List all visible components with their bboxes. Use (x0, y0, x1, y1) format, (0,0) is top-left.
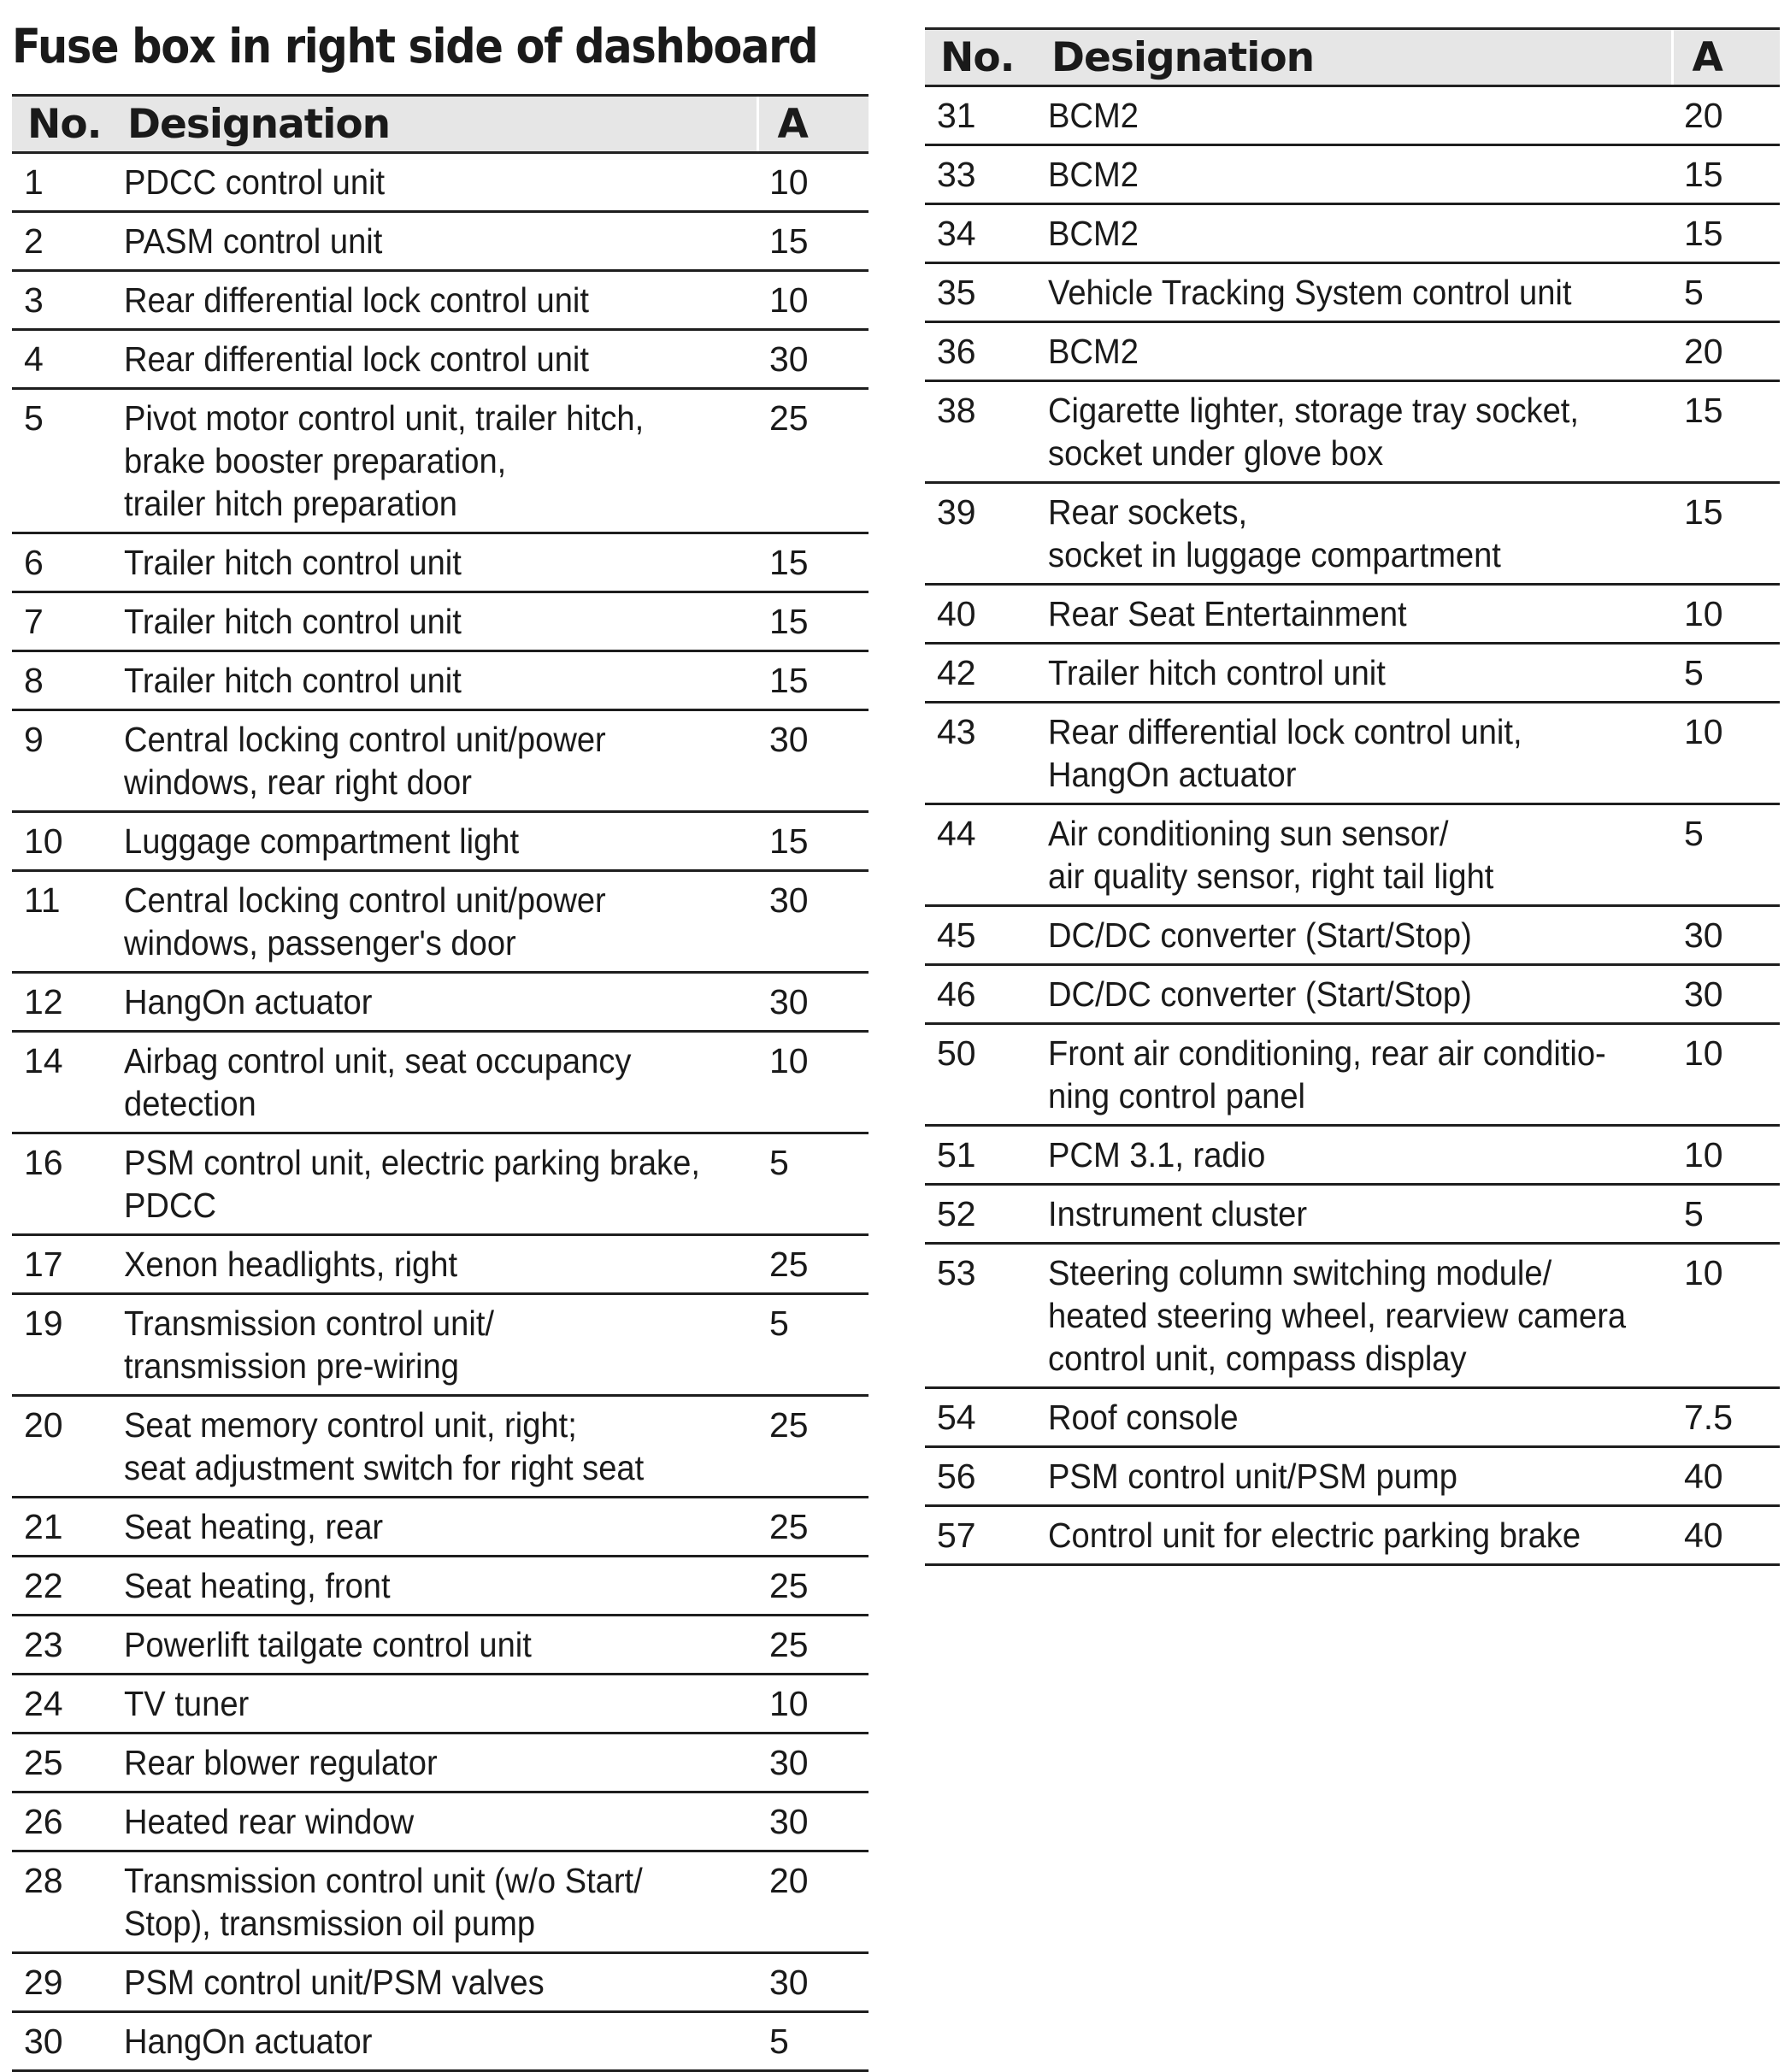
fuse-amperage: 5 (757, 2012, 869, 2071)
fuse-designation (112, 1235, 757, 1294)
fuse-amperage: 15 (757, 533, 869, 592)
fuse-number: 44 (925, 804, 1036, 906)
fuse-designation (112, 271, 757, 330)
fuse-amperage: 30 (757, 871, 869, 973)
fuse-number: 17 (12, 1235, 112, 1294)
fuse-number: 54 (925, 1388, 1036, 1447)
table-row (925, 1185, 1780, 1244)
table-row (12, 1396, 869, 1498)
fuse-designation (112, 812, 757, 871)
fuse-amperage: 30 (757, 973, 869, 1032)
fuse-number: 50 (925, 1024, 1036, 1126)
designation-line: Central locking control unit/power (124, 720, 606, 759)
fuse-amperage: 30 (757, 1734, 869, 1792)
designation-line: BCM2 (1048, 214, 1139, 253)
fuse-number: 22 (12, 1557, 112, 1616)
fuse-designation (112, 871, 757, 973)
fuse-amperage: 10 (1672, 585, 1780, 644)
fuse-designation (112, 973, 757, 1032)
fuse-number: 57 (925, 1506, 1036, 1565)
fuse-designation (112, 1953, 757, 2012)
fuse-designation (112, 2012, 757, 2071)
designation-line: Rear sockets, (1048, 492, 1248, 532)
fuse-designation (112, 389, 757, 533)
fuse-amperage: 30 (757, 330, 869, 389)
table-row (12, 1953, 869, 2012)
designation-line: heated steering wheel, rearview camera (1048, 1296, 1627, 1335)
fuse-amperage: 15 (1672, 204, 1780, 263)
designation-line: HangOn actuator (1048, 755, 1297, 794)
fuse-amperage: 15 (757, 651, 869, 710)
designation-line: Rear differential lock control unit, (1048, 712, 1522, 751)
designation-line: detection (124, 1084, 256, 1123)
table-row (12, 812, 869, 871)
table-row (925, 263, 1780, 322)
fuse-table-left (12, 94, 869, 2072)
fuse-designation (1036, 322, 1672, 381)
table-row (12, 2012, 869, 2071)
designation-line: Roof console (1048, 1398, 1239, 1437)
fuse-designation (112, 1133, 757, 1235)
table-row (925, 965, 1780, 1024)
designation-line: Airbag control unit, seat occupancy (124, 1041, 632, 1080)
fuse-number: 40 (925, 585, 1036, 644)
table-row (12, 1133, 869, 1235)
table-row (12, 533, 869, 592)
fuse-designation (1036, 263, 1672, 322)
designation-line: Transmission control unit (w/o Start/ (124, 1861, 643, 1900)
table-row (12, 710, 869, 812)
designation-line: windows, rear right door (124, 762, 472, 802)
fuse-designation (1036, 204, 1672, 263)
table-row (12, 1792, 869, 1851)
fuse-amperage: 30 (757, 710, 869, 812)
header-row (12, 96, 869, 153)
designation-line: Heated rear window (124, 1802, 415, 1841)
fuse-amperage: 25 (757, 1557, 869, 1616)
fuse-designation (112, 533, 757, 592)
fuse-designation (1036, 1126, 1672, 1185)
designation-line: windows, passenger's door (124, 923, 516, 962)
table-row (12, 1557, 869, 1616)
designation-line: Rear Seat Entertainment (1048, 594, 1407, 633)
designation-line: Front air conditioning, rear air conditio- (1048, 1033, 1606, 1073)
fuse-amperage: 10 (1672, 703, 1780, 804)
fuse-amperage: 15 (1672, 145, 1780, 204)
fuse-number: 51 (925, 1126, 1036, 1185)
column-header-no: No. (12, 96, 112, 153)
fuse-designation (1036, 965, 1672, 1024)
table-row (925, 1388, 1780, 1447)
fuse-number: 5 (12, 389, 112, 533)
fuse-designation (112, 212, 757, 271)
designation-line: Transmission control unit/ (124, 1304, 495, 1343)
fuse-number: 3 (12, 271, 112, 330)
fuse-designation (1036, 1185, 1672, 1244)
fuse-designation (1036, 1447, 1672, 1506)
fuse-number: 8 (12, 651, 112, 710)
designation-line: Trailer hitch control unit (124, 543, 462, 582)
table-row (12, 212, 869, 271)
designation-line: BCM2 (1048, 332, 1139, 371)
header-row (925, 29, 1780, 86)
designation-line: HangOn actuator (124, 2022, 373, 2061)
column-header-designation: Designation (1036, 29, 1672, 86)
fuse-designation (112, 1498, 757, 1557)
fuse-designation (1036, 804, 1672, 906)
table-row (925, 703, 1780, 804)
fuse-designation (1036, 906, 1672, 965)
fuse-designation (112, 1032, 757, 1133)
fuse-amperage: 15 (1672, 483, 1780, 585)
fuse-amperage: 30 (1672, 906, 1780, 965)
fuse-number: 38 (925, 381, 1036, 483)
designation-line: PASM control unit (124, 221, 383, 261)
designation-line: Seat heating, front (124, 1566, 391, 1605)
fuse-amperage: 40 (1672, 1506, 1780, 1565)
fuse-amperage: 40 (1672, 1447, 1780, 1506)
fuse-amperage: 20 (757, 1851, 869, 1953)
designation-line: Rear differential lock control unit (124, 339, 589, 379)
designation-line: PDCC (124, 1186, 217, 1225)
designation-line: trailer hitch preparation (124, 484, 457, 523)
fuse-number: 31 (925, 86, 1036, 145)
designation-line: TV tuner (124, 1684, 250, 1723)
table-row (925, 585, 1780, 644)
fuse-amperage: 7.5 (1672, 1388, 1780, 1447)
table-row (12, 389, 869, 533)
table-row (925, 381, 1780, 483)
fuse-amperage: 10 (1672, 1126, 1780, 1185)
fuse-amperage: 25 (757, 1396, 869, 1498)
table-row (12, 651, 869, 710)
designation-line: transmission pre-wiring (124, 1346, 460, 1386)
fuse-amperage: 30 (757, 1792, 869, 1851)
fuse-designation (112, 1851, 757, 1953)
designation-line: PCM 3.1, radio (1048, 1135, 1266, 1174)
fuse-amperage: 30 (1672, 965, 1780, 1024)
fuse-designation (1036, 703, 1672, 804)
fuse-amperage: 5 (757, 1133, 869, 1235)
table-row (12, 592, 869, 651)
fuse-number: 25 (12, 1734, 112, 1792)
fuse-number: 33 (925, 145, 1036, 204)
table-row (12, 153, 869, 212)
table-row (12, 1498, 869, 1557)
table-row (12, 1616, 869, 1675)
fuse-number: 20 (12, 1396, 112, 1498)
column-header-amps: A (757, 96, 869, 153)
table-row (925, 1024, 1780, 1126)
fuse-designation (112, 1734, 757, 1792)
fuse-amperage: 30 (757, 1953, 869, 2012)
fuse-number: 52 (925, 1185, 1036, 1244)
designation-line: BCM2 (1048, 96, 1139, 135)
designation-line: Instrument cluster (1048, 1194, 1308, 1233)
fuse-amperage: 25 (757, 1616, 869, 1675)
fuse-number: 10 (12, 812, 112, 871)
designation-line: Powerlift tailgate control unit (124, 1625, 532, 1664)
table-row (12, 1675, 869, 1734)
table-row (12, 871, 869, 973)
designation-line: socket under glove box (1048, 433, 1384, 473)
table-row (925, 804, 1780, 906)
table-row (12, 1294, 869, 1396)
fuse-amperage: 15 (757, 212, 869, 271)
designation-line: PDCC control unit (124, 162, 386, 202)
fuse-number: 29 (12, 1953, 112, 2012)
fuse-amperage: 5 (757, 1294, 869, 1396)
fuse-number: 11 (12, 871, 112, 973)
column-header-no: No. (925, 29, 1036, 86)
table-row (925, 644, 1780, 703)
designation-line: BCM2 (1048, 155, 1139, 194)
designation-line: DC/DC converter (Start/Stop) (1048, 974, 1472, 1014)
fuse-amperage: 5 (1672, 644, 1780, 703)
fuse-designation (1036, 483, 1672, 585)
fuse-amperage: 5 (1672, 804, 1780, 906)
fuse-number: 2 (12, 212, 112, 271)
designation-line: PSM control unit/PSM pump (1048, 1457, 1457, 1496)
fuse-designation (1036, 145, 1672, 204)
fuse-amperage: 15 (757, 812, 869, 871)
fuse-number: 12 (12, 973, 112, 1032)
fuse-amperage: 10 (757, 1032, 869, 1133)
fuse-number: 28 (12, 1851, 112, 1953)
fuse-number: 39 (925, 483, 1036, 585)
fuse-number: 21 (12, 1498, 112, 1557)
fuse-number: 1 (12, 153, 112, 212)
fuse-designation (1036, 1506, 1672, 1565)
table-row (925, 145, 1780, 204)
designation-line: PSM control unit, electric parking brake, (124, 1143, 700, 1182)
designation-line: Air conditioning sun sensor/ (1048, 814, 1449, 853)
designation-line: brake booster preparation, (124, 441, 507, 480)
designation-line: Trailer hitch control unit (1048, 653, 1386, 692)
fuse-number: 30 (12, 2012, 112, 2071)
fuse-number: 19 (12, 1294, 112, 1396)
fuse-designation (1036, 585, 1672, 644)
table-row (925, 204, 1780, 263)
table-row (12, 1851, 869, 1953)
designation-line: control unit, compass display (1048, 1339, 1467, 1378)
designation-line: Seat heating, rear (124, 1507, 384, 1546)
designation-line: Steering column switching module/ (1048, 1253, 1552, 1292)
designation-line: socket in luggage compartment (1048, 535, 1501, 574)
table-row (925, 86, 1780, 145)
fuse-designation (112, 592, 757, 651)
fuse-number: 43 (925, 703, 1036, 804)
designation-line: air quality sensor, right tail light (1048, 856, 1494, 896)
fuse-amperage: 5 (1672, 263, 1780, 322)
table-row (12, 1032, 869, 1133)
fuse-amperage: 20 (1672, 322, 1780, 381)
fuse-amperage: 10 (1672, 1024, 1780, 1126)
table-row (12, 330, 869, 389)
designation-line: Central locking control unit/power (124, 880, 606, 920)
fuse-table-right (925, 27, 1780, 1566)
fuse-amperage: 25 (757, 1498, 869, 1557)
page-title: Fuse box in right side of dashboard (12, 19, 818, 74)
fuse-designation (112, 1294, 757, 1396)
fuse-designation (112, 330, 757, 389)
fuse-number: 16 (12, 1133, 112, 1235)
fuse-number: 35 (925, 263, 1036, 322)
fuse-number: 45 (925, 906, 1036, 965)
table-row (12, 1235, 869, 1294)
fuse-amperage: 20 (1672, 86, 1780, 145)
fuse-amperage: 25 (757, 389, 869, 533)
fuse-number: 46 (925, 965, 1036, 1024)
designation-line: DC/DC converter (Start/Stop) (1048, 915, 1472, 955)
fuse-amperage: 15 (1672, 381, 1780, 483)
fuse-designation (112, 1792, 757, 1851)
designation-line: ning control panel (1048, 1076, 1306, 1115)
fuse-designation (1036, 1024, 1672, 1126)
fuse-designation (112, 1675, 757, 1734)
fuse-designation (112, 1616, 757, 1675)
table-row (925, 322, 1780, 381)
fuse-amperage: 10 (1672, 1244, 1780, 1388)
fuse-number: 23 (12, 1616, 112, 1675)
designation-line: Rear differential lock control unit (124, 280, 589, 320)
fuse-designation (112, 153, 757, 212)
designation-line: Vehicle Tracking System control unit (1048, 273, 1572, 312)
fuse-number: 14 (12, 1032, 112, 1133)
designation-line: Rear blower regulator (124, 1743, 438, 1782)
table-row (925, 483, 1780, 585)
fuse-designation (112, 1396, 757, 1498)
designation-line: Cigarette lighter, storage tray socket, (1048, 391, 1579, 430)
designation-line: Xenon headlights, right (124, 1245, 458, 1284)
fuse-number: 4 (12, 330, 112, 389)
fuse-designation (1036, 1388, 1672, 1447)
fuse-designation (1036, 381, 1672, 483)
table-row (925, 1126, 1780, 1185)
designation-line: Trailer hitch control unit (124, 661, 462, 700)
fuse-designation (1036, 1244, 1672, 1388)
fuse-amperage: 15 (757, 592, 869, 651)
table-row (12, 1734, 869, 1792)
column-header-designation: Designation (112, 96, 757, 153)
fuse-designation (1036, 644, 1672, 703)
fuse-number: 24 (12, 1675, 112, 1734)
table-row (925, 1447, 1780, 1506)
fuse-amperage: 10 (757, 1675, 869, 1734)
fuse-number: 42 (925, 644, 1036, 703)
fuse-amperage: 25 (757, 1235, 869, 1294)
designation-line: Seat memory control unit, right; (124, 1405, 577, 1445)
designation-line: Control unit for electric parking brake (1048, 1516, 1581, 1555)
table-row (925, 1506, 1780, 1565)
designation-line: HangOn actuator (124, 982, 373, 1021)
table-row (12, 973, 869, 1032)
fuse-designation (112, 651, 757, 710)
fuse-number: 26 (12, 1792, 112, 1851)
designation-line: PSM control unit/PSM valves (124, 1963, 545, 2002)
fuse-designation (112, 710, 757, 812)
designation-line: Trailer hitch control unit (124, 602, 462, 641)
fuse-designation (1036, 86, 1672, 145)
designation-line: Stop), transmission oil pump (124, 1904, 536, 1943)
fuse-number: 36 (925, 322, 1036, 381)
fuse-number: 53 (925, 1244, 1036, 1388)
designation-line: seat adjustment switch for right seat (124, 1448, 645, 1487)
fuse-number: 34 (925, 204, 1036, 263)
table-row (12, 271, 869, 330)
fuse-number: 6 (12, 533, 112, 592)
fuse-designation (112, 1557, 757, 1616)
column-header-amps: A (1672, 29, 1780, 86)
table-row (925, 1244, 1780, 1388)
fuse-amperage: 10 (757, 153, 869, 212)
fuse-number: 9 (12, 710, 112, 812)
table-row (925, 906, 1780, 965)
designation-line: Luggage compartment light (124, 821, 520, 861)
fuse-amperage: 10 (757, 271, 869, 330)
fuse-amperage: 5 (1672, 1185, 1780, 1244)
designation-line: Pivot motor control unit, trailer hitch, (124, 398, 645, 438)
fuse-number: 56 (925, 1447, 1036, 1506)
fuse-number: 7 (12, 592, 112, 651)
